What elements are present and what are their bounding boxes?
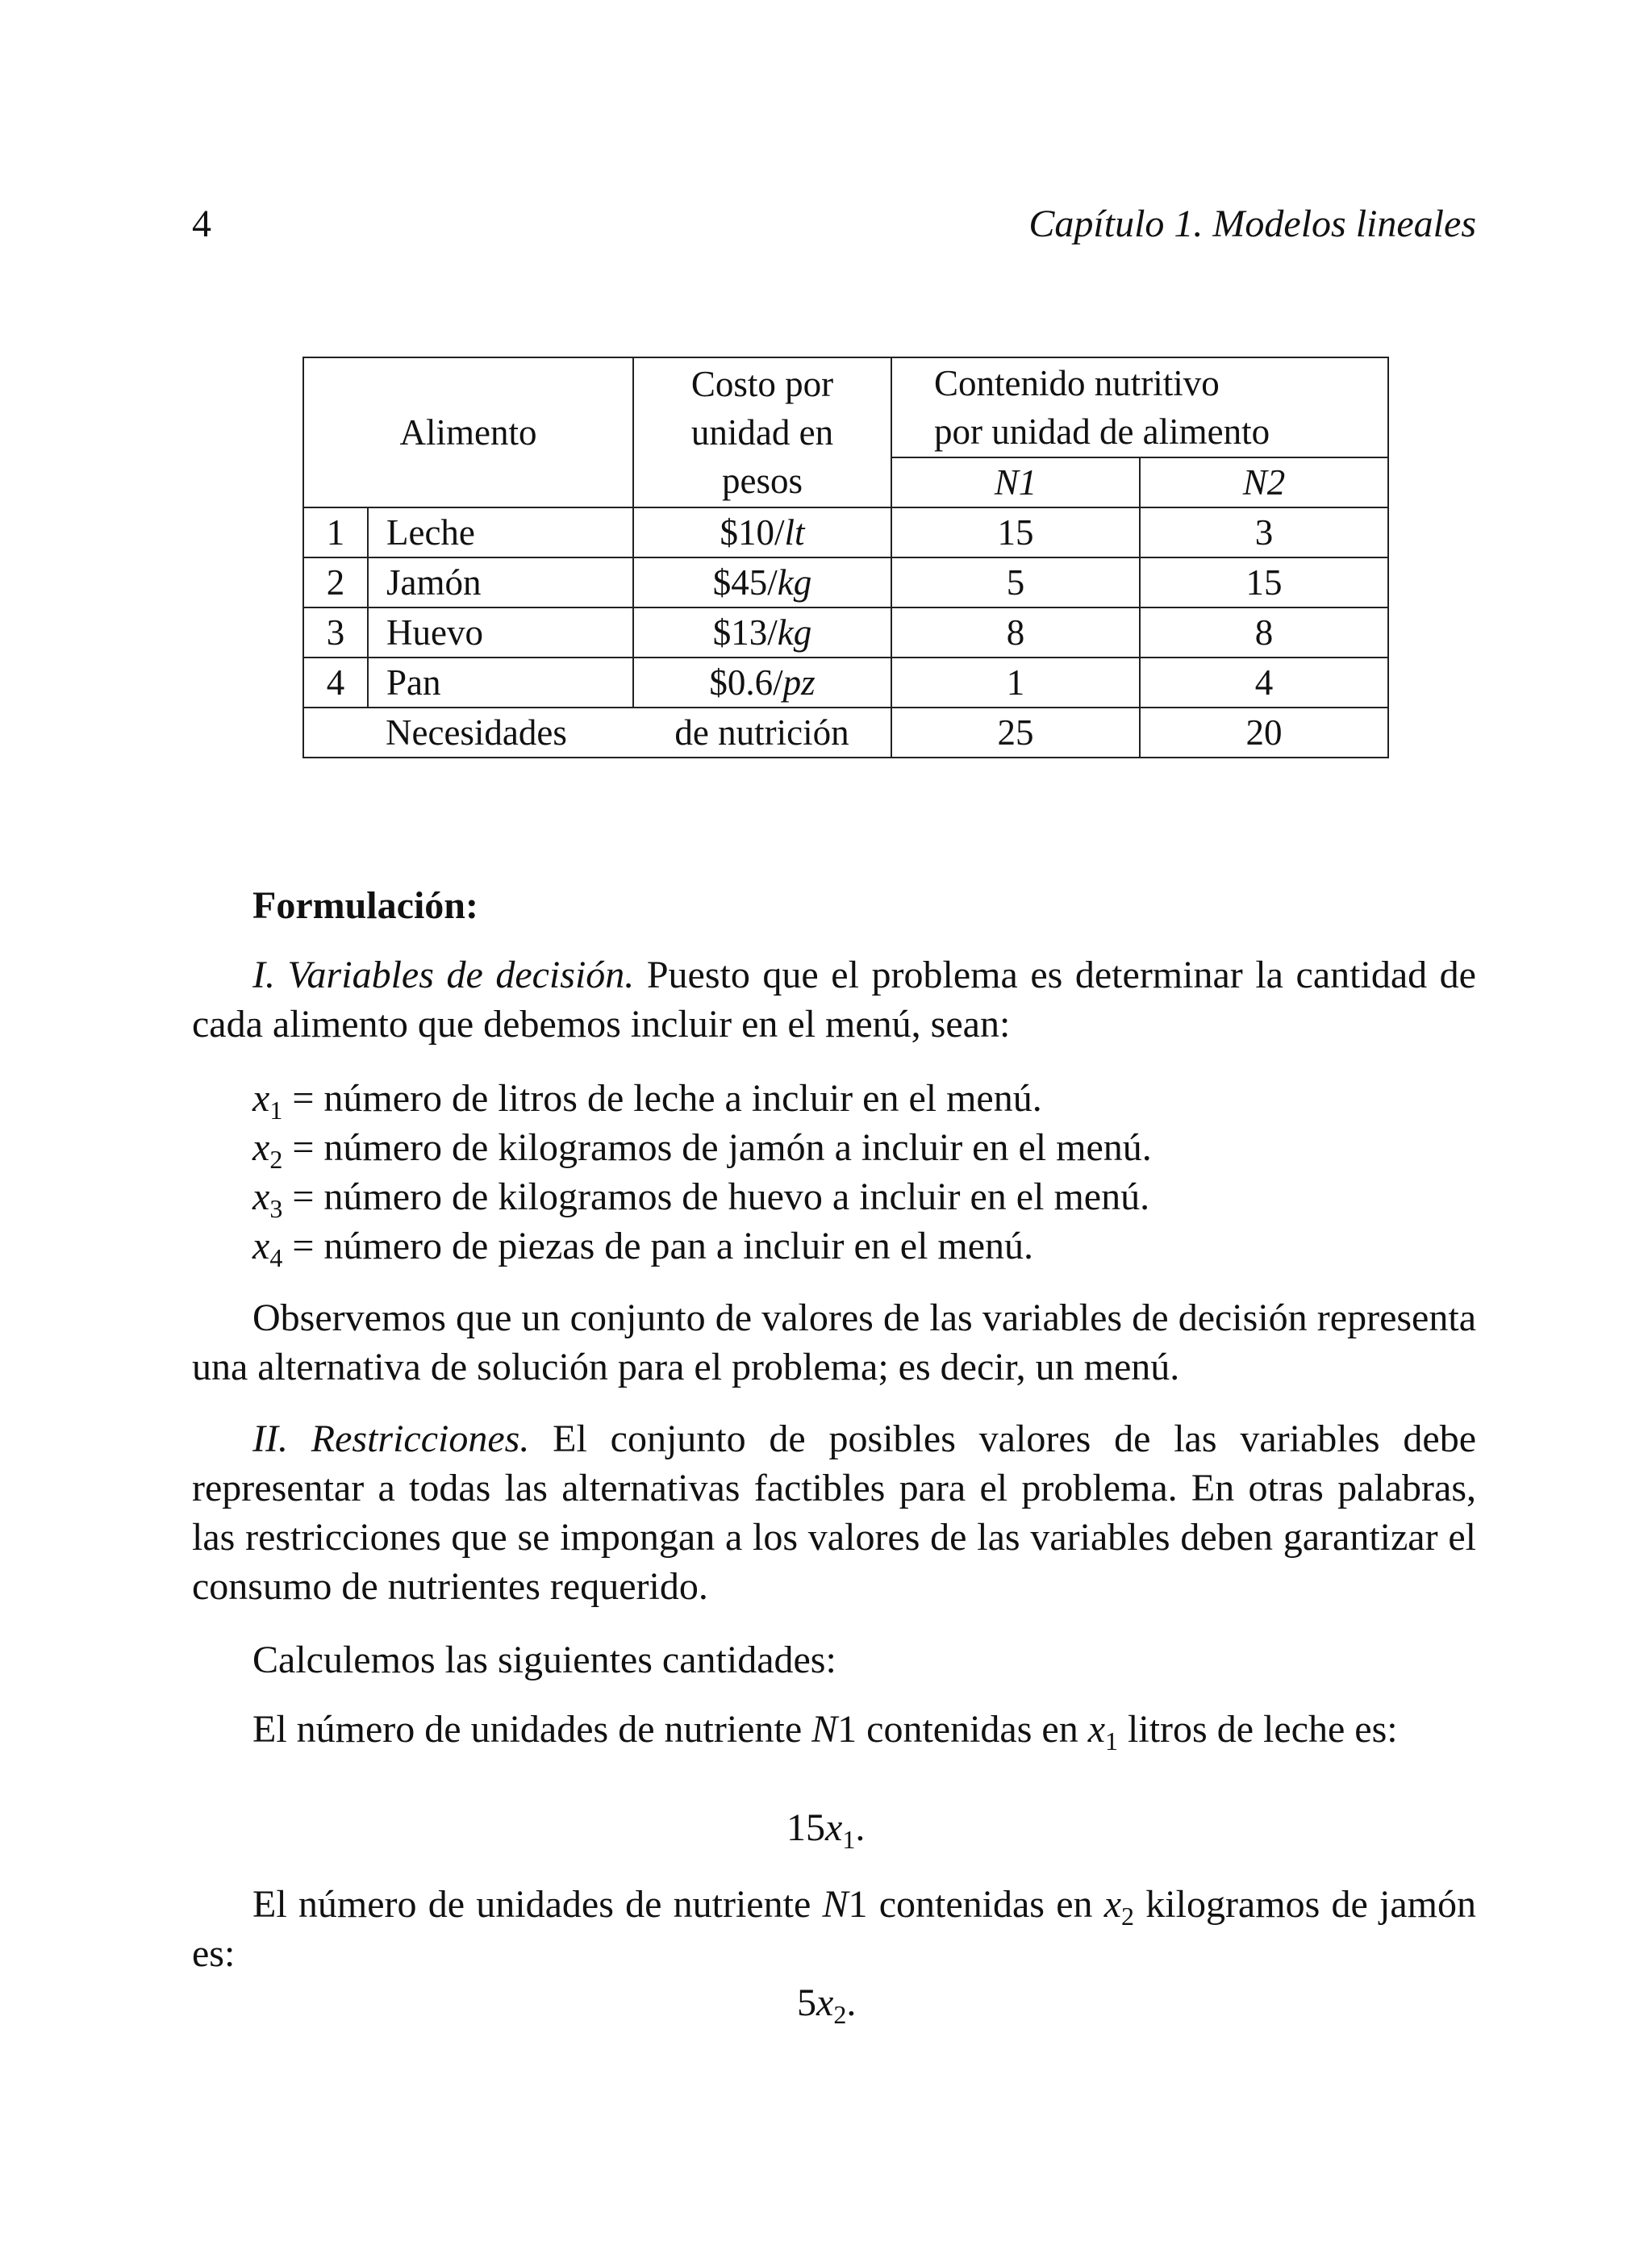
variable-definition: $x_4$ = número de piezas de pan a incluir en el menú. <box>252 1225 1034 1272</box>
table-row: 3 Huevo $13/kg 8 8 <box>303 607 1388 658</box>
paragraph-n1-milk: El número de unidades de nutriente N1 contenidas en $x_1$ litros de leche es: <box>252 1708 1398 1756</box>
page-number: 4 <box>192 202 211 245</box>
paragraph-restrictions: II. Restricciones. El conjunto de posibles valores de las variables debe representar a todas las alternativas factibles para el problema. En otras palabras, las restricciones que se impongan a los valores de las variables deben garantizar el consumo de nutrientes requerido. <box>192 1417 1476 1608</box>
variable-definition: $x_3$ = número de kilogramos de huevo a incluir en el menú. <box>252 1175 1150 1223</box>
paragraph-calculate: Calculemos las siguientes cantidades: <box>252 1639 836 1681</box>
variable-definition: $x_1$ = número de litros de leche a incluir en el menú. <box>252 1077 1042 1125</box>
chapter-title: Capítulo 1. Modelos lineales <box>1028 202 1476 245</box>
header-n2: N2 <box>1140 457 1388 507</box>
formula-5x2: $5x_2$. <box>797 1981 857 2029</box>
header-costo: Costo por unidad en pesos <box>633 357 891 507</box>
paragraph-observation: Observemos que un conjunto de valores de las variables de decisión representa una alternativa de solución para el problema; es decir, un menú. <box>192 1296 1476 1388</box>
formula-15x1: $15x_1$. <box>786 1806 866 1854</box>
paragraph-variables: I. Variables de decisión. Puesto que el problema es determinar la cantidad de cada alimento que debemos incluir en el menú, sean: <box>192 954 1476 1046</box>
paragraph-n1-ham: El número de unidades de nutriente N1 contenidas en $x_2$ kilogramos de jamón es: <box>192 1883 1476 1975</box>
header-contenido: Contenido nutritivo por unidad de alimento <box>891 357 1388 457</box>
table-footer-row: Necesidades de nutrición 25 20 <box>303 708 1388 758</box>
section-title: Formulación: <box>252 884 478 927</box>
header-n1: N1 <box>891 457 1140 507</box>
header-alimento: Alimento <box>303 357 633 507</box>
table-row: 1 Leche $10/lt 15 3 <box>303 507 1388 557</box>
nutrition-table <box>302 357 1389 758</box>
table-row: 2 Jamón $45/kg 5 15 <box>303 557 1388 607</box>
variable-definition: $x_2$ = número de kilogramos de jamón a incluir en el menú. <box>252 1126 1152 1174</box>
table-row: 4 Pan $0.6/pz 1 4 <box>303 658 1388 708</box>
